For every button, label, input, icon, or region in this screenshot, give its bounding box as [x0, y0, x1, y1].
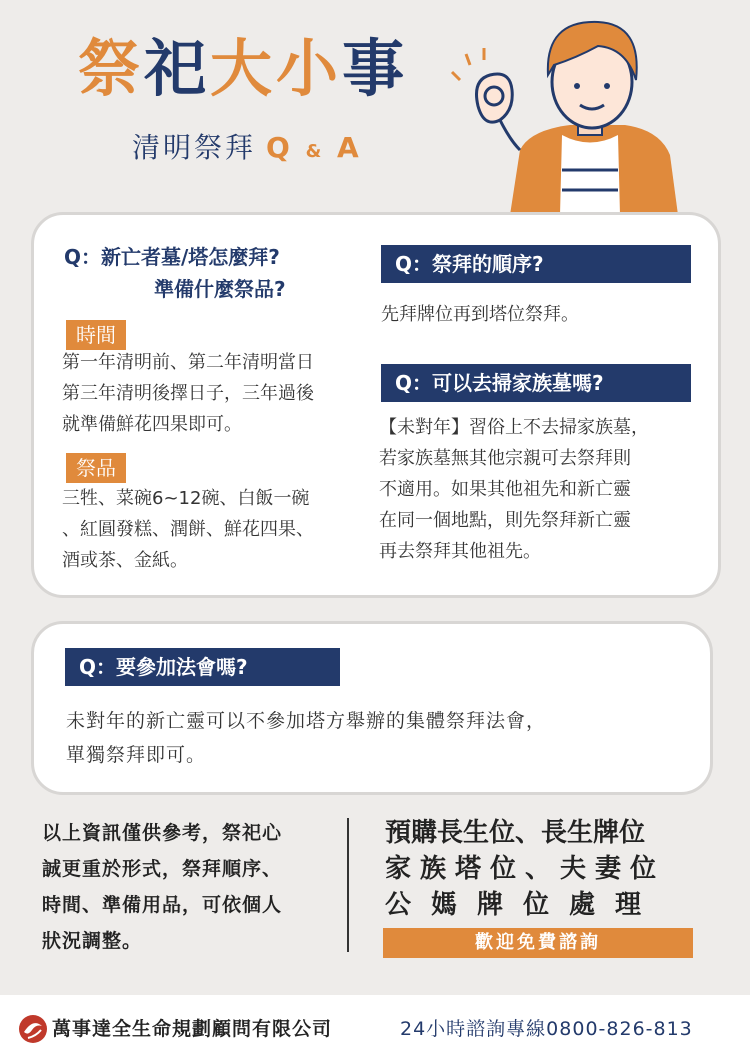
q3-answer-line: 不適用。如果其他祖先和新亡靈 — [379, 479, 631, 500]
hotline-number[interactable]: 24小時諮詢專線0800-826-813 — [400, 1018, 693, 1040]
title-char-3: 大 — [210, 32, 277, 105]
time-line: 第一年清明前、第二年清明當日 — [62, 352, 314, 373]
title-char-1: 祭 — [78, 32, 145, 105]
q1-question-line2: 準備什麼祭品? — [154, 277, 286, 301]
person-ok-gesture-icon — [450, 10, 680, 215]
footer — [0, 995, 750, 1061]
subtitle-q: Q — [266, 131, 293, 164]
offerings-line: 酒或茶、金紙。 — [62, 550, 188, 571]
q3-answer-line: 若家族墓無其他宗親可去祭拜則 — [379, 448, 631, 469]
q4-answer-line: 未對年的新亡靈可以不參加塔方舉辦的集體祭拜法會， — [66, 710, 547, 732]
title-char-4: 小 — [276, 32, 343, 105]
promo-line: 公媽牌位處理 — [385, 890, 662, 920]
hero-header — [0, 0, 750, 220]
q3-answer — [379, 412, 699, 567]
company-name: 萬事達全生命規劃顧問有限公司 — [52, 1018, 333, 1040]
q3-question-bar: Q：可以去掃家族墓嗎? — [381, 364, 691, 402]
q4-answer-line: 單獨祭拜即可。 — [66, 744, 207, 766]
offerings-tag: 祭品 — [66, 453, 126, 483]
title-char-2: 祀 — [144, 32, 211, 105]
promo-line: 預購長生位、長生牌位 — [385, 818, 646, 848]
page-subtitle — [132, 131, 362, 164]
page-title — [78, 32, 409, 105]
disclaimer-note — [42, 815, 338, 959]
subtitle-amp: & — [305, 141, 325, 162]
offerings-line: 、紅圓發糕、潤餅、鮮花四果、 — [62, 519, 314, 540]
promo-block — [385, 815, 695, 923]
q3-answer-line: 在同一個地點，則先祭拜新亡靈 — [379, 510, 631, 531]
subtitle-text: 清明祭拜 — [132, 131, 257, 164]
promo-line: 家族塔位、夫妻位 — [385, 854, 666, 884]
q2-question-bar: Q：祭拜的順序? — [381, 245, 691, 283]
qa-card-ceremony — [31, 621, 713, 795]
q1-question-line1: Q：新亡者墓/塔怎麼拜? — [64, 245, 280, 269]
q3-answer-line: 【未對年】習俗上不去掃家族墓， — [379, 417, 649, 438]
time-line: 第三年清明後擇日子，三年過後 — [62, 383, 314, 404]
q4-answer — [66, 704, 686, 772]
q3-answer-line: 再去祭拜其他祖先。 — [379, 541, 541, 562]
subtitle-a: A — [337, 131, 362, 164]
time-line: 就準備鮮花四果即可。 — [62, 414, 242, 435]
vertical-divider — [347, 818, 349, 952]
note-line: 時間、準備用品，可依個人 — [42, 894, 283, 916]
company-logo-icon — [18, 1014, 48, 1044]
subtitle-qa — [266, 131, 362, 164]
free-consult-button[interactable]: 歡迎免費諮詢 — [383, 928, 693, 958]
note-line: 誠更重於形式，祭拜順序、 — [42, 858, 283, 880]
note-line: 狀況調整。 — [42, 930, 143, 952]
time-tag: 時間 — [66, 320, 126, 350]
title-char-5: 事 — [342, 32, 409, 105]
q2-answer: 先拜牌位再到塔位祭拜。 — [381, 304, 579, 325]
note-line: 以上資訊僅供參考，祭祀心 — [42, 822, 283, 844]
offerings-paragraph — [62, 483, 362, 576]
offerings-line: 三牲、菜碗6~12碗、白飯一碗 — [62, 488, 310, 509]
q4-question-bar: Q：要參加法會嗎? — [65, 648, 340, 686]
time-paragraph — [62, 347, 362, 440]
qa-card-main — [31, 212, 721, 598]
